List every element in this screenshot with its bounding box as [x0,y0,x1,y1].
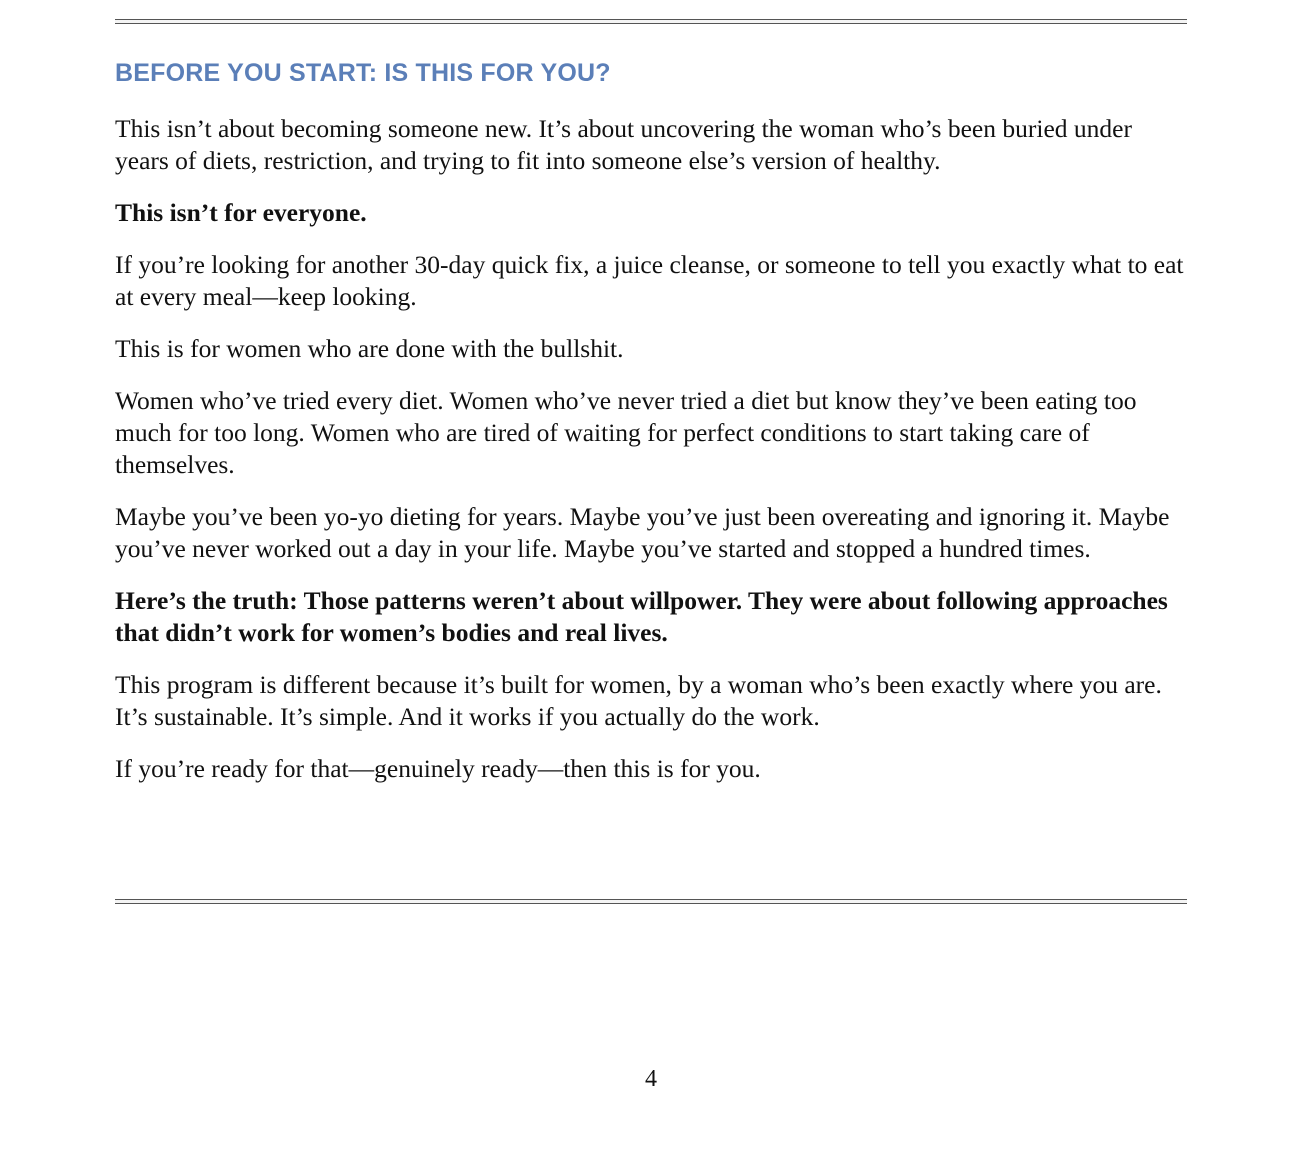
bottom-divider [115,899,1187,904]
document-page [115,0,1187,1160]
page-number: 4 [645,1066,657,1092]
body-text [115,113,1187,805]
top-divider [115,19,1187,24]
paragraph-truth: Here’s the truth: Those patterns weren’t about willpower. They were about following approaches that didn’t work for women’s bodies and real lives. [115,586,1168,647]
paragraph-program-different: This program is different because it’s built for women, by a woman who’s been exactly where you are. It’s sustainable. It’s simple. And it works if you actually do the work. [115,670,1162,731]
paragraph-for-women: This is for women who are done with the bullshit. [115,334,624,363]
paragraph-maybe: Maybe you’ve been yo-yo dieting for years. Maybe you’ve just been overeating and ignoring it. Maybe you’ve never worked out a day in your life. Maybe you’ve started and stopped a hundred times. [115,502,1170,563]
paragraph-not-for-everyone: This isn’t for everyone. [115,198,367,227]
section-heading: BEFORE YOU START: IS THIS FOR YOU? [115,59,611,87]
paragraph-intro: This isn’t about becoming someone new. It’s about uncovering the woman who’s been buried under years of diets, restriction, and trying to fit into someone else’s version of healthy. [115,114,1132,175]
paragraph-women-who: Women who’ve tried every diet. Women who’ve never tried a diet but know they’ve been eating too much for too long. Women who are tired of waiting for perfect conditions to start taking care of themselves. [115,386,1137,479]
paragraph-ready: If you’re ready for that—genuinely ready—then this is for you. [115,754,761,783]
paragraph-quick-fix: If you’re looking for another 30-day quick fix, a juice cleanse, or someone to tell you exactly what to eat at every meal—keep looking. [115,250,1184,311]
